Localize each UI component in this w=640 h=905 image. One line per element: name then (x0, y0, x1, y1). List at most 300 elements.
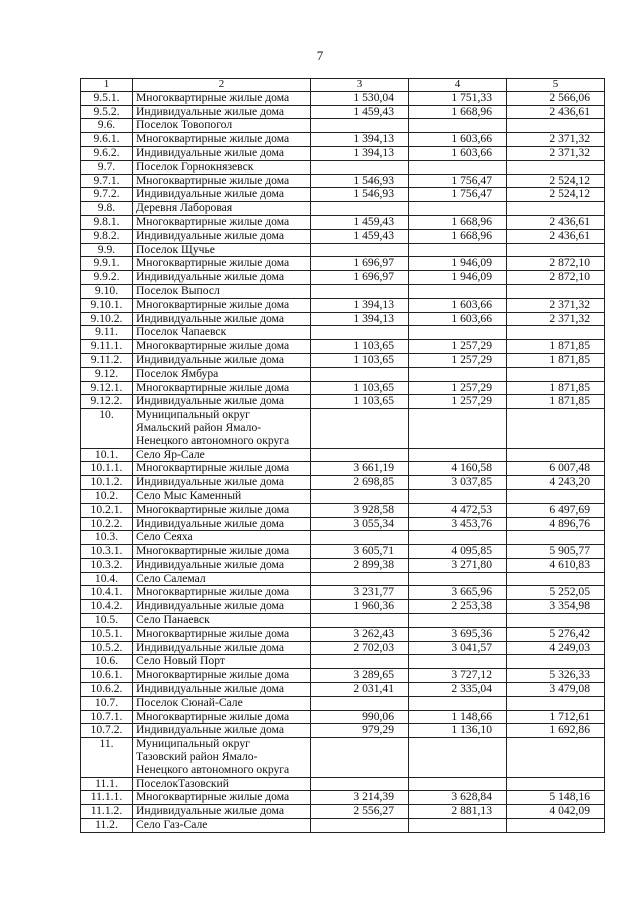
row-value-col4 (409, 738, 507, 777)
row-description: Поселок Щучье (133, 243, 311, 257)
row-value-col4: 1 756,47 (409, 188, 507, 202)
row-number: 10.3.2. (81, 558, 133, 572)
row-description: Деревня Лаборовая (133, 202, 311, 216)
row-value-col3: 979,29 (311, 724, 409, 738)
row-value-col5: 4 243,20 (507, 476, 605, 490)
row-description: Индивидуальные жилые дома (133, 558, 311, 572)
row-description: Село Яр-Сале (133, 448, 311, 462)
row-description: Село Сеяха (133, 531, 311, 545)
table-row (81, 655, 605, 669)
row-value-col5: 3 479,08 (507, 683, 605, 697)
row-value-col4: 1 603,66 (409, 298, 507, 312)
row-description: Многоквартирные жилые дома (133, 627, 311, 641)
row-number: 10.7. (81, 696, 133, 710)
row-value-col4: 1 257,29 (409, 340, 507, 354)
row-value-col4: 2 253,38 (409, 600, 507, 614)
row-number: 9.12. (81, 367, 133, 381)
row-value-col5: 3 354,98 (507, 600, 605, 614)
row-value-col3 (311, 738, 409, 777)
row-value-col4: 3 453,76 (409, 517, 507, 531)
row-description: Многоквартирные жилые дома (133, 340, 311, 354)
row-number: 9.8.1. (81, 215, 133, 229)
row-value-col4 (409, 819, 507, 833)
row-description: Многоквартирные жилые дома (133, 545, 311, 559)
row-number: 10.5.2. (81, 641, 133, 655)
table-row (81, 133, 605, 147)
row-number: 11.1. (81, 777, 133, 791)
table-row (81, 489, 605, 503)
row-description: Индивидуальные жилые дома (133, 395, 311, 409)
row-value-col3: 2 702,03 (311, 641, 409, 655)
row-value-col5 (507, 614, 605, 628)
row-value-col3 (311, 614, 409, 628)
row-value-col4: 3 271,80 (409, 558, 507, 572)
row-description: Поселок Сюнай-Сале (133, 696, 311, 710)
table-row (81, 353, 605, 367)
row-value-col5: 2 371,32 (507, 298, 605, 312)
row-value-col5: 2 872,10 (507, 257, 605, 271)
row-value-col3: 1 696,97 (311, 271, 409, 285)
row-description: Многоквартирные жилые дома (133, 381, 311, 395)
row-number: 11.1.1. (81, 791, 133, 805)
table-row (81, 503, 605, 517)
row-value-col5 (507, 738, 605, 777)
row-value-col3: 1 103,65 (311, 381, 409, 395)
row-number: 10.1. (81, 448, 133, 462)
row-value-col5: 1 871,85 (507, 353, 605, 367)
row-value-col3: 1 960,36 (311, 600, 409, 614)
row-value-col4: 3 628,84 (409, 791, 507, 805)
row-value-col4 (409, 367, 507, 381)
row-number: 10.4. (81, 572, 133, 586)
row-number: 9.5.1. (81, 91, 133, 105)
row-number: 10. (81, 409, 133, 448)
row-value-col3: 1 546,93 (311, 188, 409, 202)
table-row (81, 284, 605, 298)
row-description: Многоквартирные жилые дома (133, 257, 311, 271)
row-value-col3 (311, 119, 409, 133)
row-value-col5: 2 436,61 (507, 229, 605, 243)
row-value-col4: 4 160,58 (409, 462, 507, 476)
row-number: 10.2. (81, 489, 133, 503)
table-row (81, 119, 605, 133)
row-value-col4 (409, 243, 507, 257)
row-description: Индивидуальные жилые дома (133, 146, 311, 160)
table-row (81, 696, 605, 710)
row-number: 9.10. (81, 284, 133, 298)
row-value-col4: 3 037,85 (409, 476, 507, 490)
row-value-col4: 1 603,66 (409, 133, 507, 147)
table-row (81, 146, 605, 160)
row-description: Многоквартирные жилые дома (133, 91, 311, 105)
row-value-col5: 6 007,48 (507, 462, 605, 476)
row-value-col5 (507, 243, 605, 257)
page-number: 7 (316, 48, 324, 63)
row-value-col5 (507, 367, 605, 381)
table-row (81, 257, 605, 271)
row-number: 9.9. (81, 243, 133, 257)
row-value-col3: 3 661,19 (311, 462, 409, 476)
row-number: 9.9.1. (81, 257, 133, 271)
row-value-col3: 1 394,13 (311, 312, 409, 326)
row-number: 9.11.1. (81, 340, 133, 354)
row-value-col3 (311, 284, 409, 298)
row-value-col4 (409, 614, 507, 628)
row-description: Индивидуальные жилые дома (133, 724, 311, 738)
row-description: Индивидуальные жилые дома (133, 105, 311, 119)
table-row (81, 545, 605, 559)
row-description: Многоквартирные жилые дома (133, 791, 311, 805)
row-number: 10.4.1. (81, 586, 133, 600)
row-value-col3: 1 103,65 (311, 340, 409, 354)
row-description: ПоселокТазовский (133, 777, 311, 791)
row-description: Индивидуальные жилые дома (133, 353, 311, 367)
table-row (81, 395, 605, 409)
row-value-col3: 2 698,85 (311, 476, 409, 490)
row-value-col3 (311, 160, 409, 174)
table-row (81, 586, 605, 600)
row-value-col3: 2 899,38 (311, 558, 409, 572)
row-value-col5: 5 276,42 (507, 627, 605, 641)
row-value-col5 (507, 119, 605, 133)
row-value-col3: 3 055,34 (311, 517, 409, 531)
row-description: Индивидуальные жилые дома (133, 517, 311, 531)
row-value-col4: 1 257,29 (409, 381, 507, 395)
header-cell-3: 3 (311, 79, 409, 92)
row-value-col5 (507, 531, 605, 545)
row-value-col3 (311, 448, 409, 462)
row-number: 10.7.1. (81, 710, 133, 724)
row-number: 10.3.1. (81, 545, 133, 559)
row-value-col5: 2 371,32 (507, 133, 605, 147)
row-value-col4: 1 603,66 (409, 312, 507, 326)
row-number: 10.3. (81, 531, 133, 545)
table-row (81, 91, 605, 105)
row-value-col3 (311, 367, 409, 381)
table-row (81, 243, 605, 257)
table-row (81, 105, 605, 119)
row-value-col5: 2 436,61 (507, 215, 605, 229)
row-description: Многоквартирные жилые дома (133, 710, 311, 724)
row-value-col4: 1 136,10 (409, 724, 507, 738)
row-number: 11.2. (81, 819, 133, 833)
row-description: Многоквартирные жилые дома (133, 503, 311, 517)
row-description: Многоквартирные жилые дома (133, 669, 311, 683)
table-row (81, 409, 605, 448)
table-row (81, 381, 605, 395)
row-value-col3: 3 289,65 (311, 669, 409, 683)
table-row (81, 777, 605, 791)
row-number: 9.8. (81, 202, 133, 216)
row-description: Индивидуальные жилые дома (133, 641, 311, 655)
row-number: 9.6.1. (81, 133, 133, 147)
table-row (81, 791, 605, 805)
row-value-col3: 3 262,43 (311, 627, 409, 641)
table-row (81, 326, 605, 340)
row-number: 9.10.1. (81, 298, 133, 312)
row-value-col5: 1 871,85 (507, 340, 605, 354)
row-value-col3 (311, 409, 409, 448)
header-cell-5: 5 (507, 79, 605, 92)
row-value-col5 (507, 777, 605, 791)
row-value-col3: 3 605,71 (311, 545, 409, 559)
row-description: Село Новый Порт (133, 655, 311, 669)
row-value-col5 (507, 696, 605, 710)
table-row (81, 476, 605, 490)
row-value-col4: 1 946,09 (409, 257, 507, 271)
row-number: 9.6. (81, 119, 133, 133)
row-number: 9.5.2. (81, 105, 133, 119)
header-cell-1: 1 (81, 79, 133, 92)
row-number: 11. (81, 738, 133, 777)
row-description: Индивидуальные жилые дома (133, 805, 311, 819)
table-row (81, 600, 605, 614)
table-row (81, 312, 605, 326)
row-description: Поселок Ямбура (133, 367, 311, 381)
row-number: 10.6. (81, 655, 133, 669)
row-description: Поселок Выпосл (133, 284, 311, 298)
table-row (81, 805, 605, 819)
row-value-col3: 2 031,41 (311, 683, 409, 697)
row-description: Поселок Чапаевск (133, 326, 311, 340)
row-value-col5: 2 371,32 (507, 146, 605, 160)
table-body (81, 79, 605, 833)
row-value-col3 (311, 531, 409, 545)
row-number: 10.1.2. (81, 476, 133, 490)
row-number: 9.6.2. (81, 146, 133, 160)
row-number: 11.1.2. (81, 805, 133, 819)
row-description: Муниципальный округ Ямальский район Ямало- Ненецкого автономного округа (133, 409, 311, 448)
row-value-col4 (409, 777, 507, 791)
row-value-col4 (409, 448, 507, 462)
row-value-col5: 4 610,83 (507, 558, 605, 572)
row-value-col3 (311, 202, 409, 216)
row-number: 9.7. (81, 160, 133, 174)
row-value-col4 (409, 696, 507, 710)
table-row (81, 160, 605, 174)
row-value-col5: 1 871,85 (507, 395, 605, 409)
table-row (81, 229, 605, 243)
row-value-col4 (409, 160, 507, 174)
row-value-col4: 1 668,96 (409, 229, 507, 243)
row-value-col4: 1 148,66 (409, 710, 507, 724)
row-value-col5: 1 871,85 (507, 381, 605, 395)
row-description: Село Панаевск (133, 614, 311, 628)
row-value-col5 (507, 655, 605, 669)
row-value-col3: 1 394,13 (311, 146, 409, 160)
row-value-col3: 1 103,65 (311, 395, 409, 409)
row-value-col4: 3 041,57 (409, 641, 507, 655)
row-value-col5 (507, 448, 605, 462)
row-value-col3 (311, 696, 409, 710)
row-value-col3 (311, 819, 409, 833)
row-value-col4: 2 881,13 (409, 805, 507, 819)
row-value-col3: 3 214,39 (311, 791, 409, 805)
row-number: 9.7.2. (81, 188, 133, 202)
row-value-col3: 1 696,97 (311, 257, 409, 271)
table-row (81, 614, 605, 628)
row-number: 10.5.1. (81, 627, 133, 641)
row-value-col5 (507, 409, 605, 448)
row-value-col3: 2 556,27 (311, 805, 409, 819)
row-value-col3: 1 459,43 (311, 229, 409, 243)
row-description: Многоквартирные жилые дома (133, 174, 311, 188)
row-description: Индивидуальные жилые дома (133, 229, 311, 243)
table-row (81, 517, 605, 531)
header-cell-2: 2 (133, 79, 311, 92)
row-value-col4 (409, 202, 507, 216)
row-description: Село Салемал (133, 572, 311, 586)
table-row (81, 819, 605, 833)
table-row (81, 188, 605, 202)
row-description: Индивидуальные жилые дома (133, 600, 311, 614)
row-value-col4: 4 095,85 (409, 545, 507, 559)
table-row (81, 531, 605, 545)
table-row (81, 448, 605, 462)
row-value-col5: 4 249,03 (507, 641, 605, 655)
table-row (81, 572, 605, 586)
row-number: 10.7.2. (81, 724, 133, 738)
row-value-col4 (409, 531, 507, 545)
row-value-col3: 1 530,04 (311, 91, 409, 105)
row-value-col5: 2 566,06 (507, 91, 605, 105)
table-row (81, 627, 605, 641)
row-value-col4: 3 665,96 (409, 586, 507, 600)
row-value-col4: 1 946,09 (409, 271, 507, 285)
row-value-col4 (409, 119, 507, 133)
row-description: Индивидуальные жилые дома (133, 188, 311, 202)
row-value-col3 (311, 243, 409, 257)
row-value-col4 (409, 655, 507, 669)
row-value-col4: 1 756,47 (409, 174, 507, 188)
row-value-col5: 2 872,10 (507, 271, 605, 285)
table-row (81, 215, 605, 229)
row-value-col3: 3 231,77 (311, 586, 409, 600)
row-description: Поселок Товопогол (133, 119, 311, 133)
row-value-col5: 5 905,77 (507, 545, 605, 559)
row-number: 9.7.1. (81, 174, 133, 188)
row-value-col3 (311, 572, 409, 586)
row-value-col5: 2 524,12 (507, 188, 605, 202)
row-value-col4: 1 668,96 (409, 215, 507, 229)
row-value-col4: 2 335,04 (409, 683, 507, 697)
row-value-col5 (507, 284, 605, 298)
row-number: 9.12.2. (81, 395, 133, 409)
table-row (81, 271, 605, 285)
table-row (81, 669, 605, 683)
row-value-col5 (507, 819, 605, 833)
row-number: 10.2.1. (81, 503, 133, 517)
row-number: 9.11.2. (81, 353, 133, 367)
row-number: 9.10.2. (81, 312, 133, 326)
row-description: Многоквартирные жилые дома (133, 215, 311, 229)
row-value-col4 (409, 489, 507, 503)
table-row (81, 174, 605, 188)
table-row (81, 724, 605, 738)
table-row (81, 298, 605, 312)
table-row (81, 202, 605, 216)
row-description: Многоквартирные жилые дома (133, 133, 311, 147)
row-value-col5: 1 692,86 (507, 724, 605, 738)
row-number: 10.6.1. (81, 669, 133, 683)
row-value-col3 (311, 655, 409, 669)
row-value-col4: 4 472,53 (409, 503, 507, 517)
row-value-col4: 1 668,96 (409, 105, 507, 119)
row-description: Индивидуальные жилые дома (133, 476, 311, 490)
row-value-col5: 2 436,61 (507, 105, 605, 119)
row-value-col5 (507, 160, 605, 174)
row-value-col3: 1 394,13 (311, 298, 409, 312)
row-value-col3: 1 103,65 (311, 353, 409, 367)
row-number: 10.2.2. (81, 517, 133, 531)
row-description: Индивидуальные жилые дома (133, 683, 311, 697)
row-value-col5 (507, 572, 605, 586)
table-row (81, 340, 605, 354)
table-row (81, 367, 605, 381)
row-value-col4: 1 257,29 (409, 353, 507, 367)
row-value-col4: 1 603,66 (409, 146, 507, 160)
row-value-col5: 5 148,16 (507, 791, 605, 805)
row-number: 10.1.1. (81, 462, 133, 476)
row-value-col4 (409, 284, 507, 298)
row-description: Муниципальный округ Тазовский район Ямало- Ненецкого автономного округа (133, 738, 311, 777)
row-value-col4: 3 727,12 (409, 669, 507, 683)
row-description: Село Мыс Каменный (133, 489, 311, 503)
row-description: Многоквартирные жилые дома (133, 298, 311, 312)
row-value-col5: 1 712,61 (507, 710, 605, 724)
row-number: 9.12.1. (81, 381, 133, 395)
row-value-col5: 2 524,12 (507, 174, 605, 188)
row-value-col5: 5 326,33 (507, 669, 605, 683)
row-number: 10.6.2. (81, 683, 133, 697)
row-number: 9.8.2. (81, 229, 133, 243)
row-value-col5: 4 042,09 (507, 805, 605, 819)
table-row (81, 738, 605, 777)
row-value-col3: 1 546,93 (311, 174, 409, 188)
row-value-col5 (507, 326, 605, 340)
row-value-col3 (311, 326, 409, 340)
row-value-col4: 1 751,33 (409, 91, 507, 105)
row-value-col3: 1 459,43 (311, 105, 409, 119)
row-value-col5 (507, 489, 605, 503)
table-row (81, 710, 605, 724)
table-row (81, 462, 605, 476)
row-description: Многоквартирные жилые дома (133, 462, 311, 476)
table-row (81, 558, 605, 572)
row-number: 10.5. (81, 614, 133, 628)
row-description: Индивидуальные жилые дома (133, 271, 311, 285)
row-value-col3: 1 459,43 (311, 215, 409, 229)
row-value-col3: 3 928,58 (311, 503, 409, 517)
row-description: Село Газ-Сале (133, 819, 311, 833)
row-value-col4: 3 695,36 (409, 627, 507, 641)
header-cell-4: 4 (409, 79, 507, 92)
row-value-col5: 4 896,76 (507, 517, 605, 531)
row-number: 9.11. (81, 326, 133, 340)
row-value-col4 (409, 572, 507, 586)
table-row (81, 683, 605, 697)
table-row (81, 641, 605, 655)
table-header-row (81, 79, 605, 92)
row-number: 10.4.2. (81, 600, 133, 614)
row-value-col3 (311, 777, 409, 791)
row-value-col4 (409, 326, 507, 340)
row-value-col5: 5 252,05 (507, 586, 605, 600)
row-description: Индивидуальные жилые дома (133, 312, 311, 326)
row-value-col3: 1 394,13 (311, 133, 409, 147)
row-number: 9.9.2. (81, 271, 133, 285)
row-value-col4: 1 257,29 (409, 395, 507, 409)
